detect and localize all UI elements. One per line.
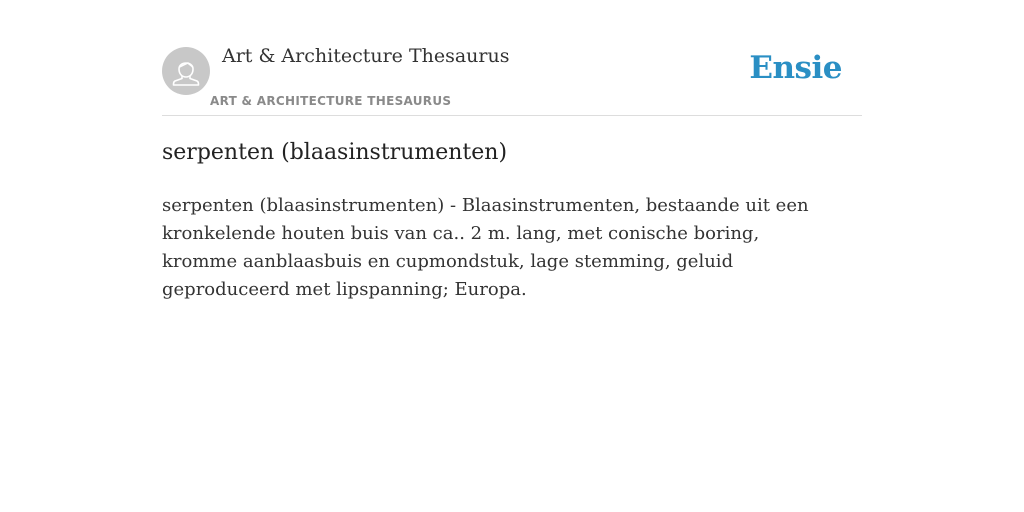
ensie-logo[interactable]: Ensie — [749, 50, 842, 86]
entry-definition: serpenten (blaasinstrumenten) - Blaasinstrumenten, bestaande uit een kronkelende houten buis van ca.. 2 m. lang, met conische boring, kromme aanblaasbuis en cupmondstuk, lage stemming, geluid geproduceerd met lipspanning; Europa. — [162, 195, 809, 300]
header-divider — [162, 115, 862, 116]
source-title[interactable]: Art & Architecture Thesaurus — [222, 45, 510, 67]
entry-title: serpenten (blaasinstrumenten) — [162, 140, 508, 165]
avatar[interactable] — [162, 47, 210, 95]
user-avatar-icon — [162, 47, 210, 95]
source-subtitle[interactable]: ART & ARCHITECTURE THESAURUS — [210, 94, 452, 108]
